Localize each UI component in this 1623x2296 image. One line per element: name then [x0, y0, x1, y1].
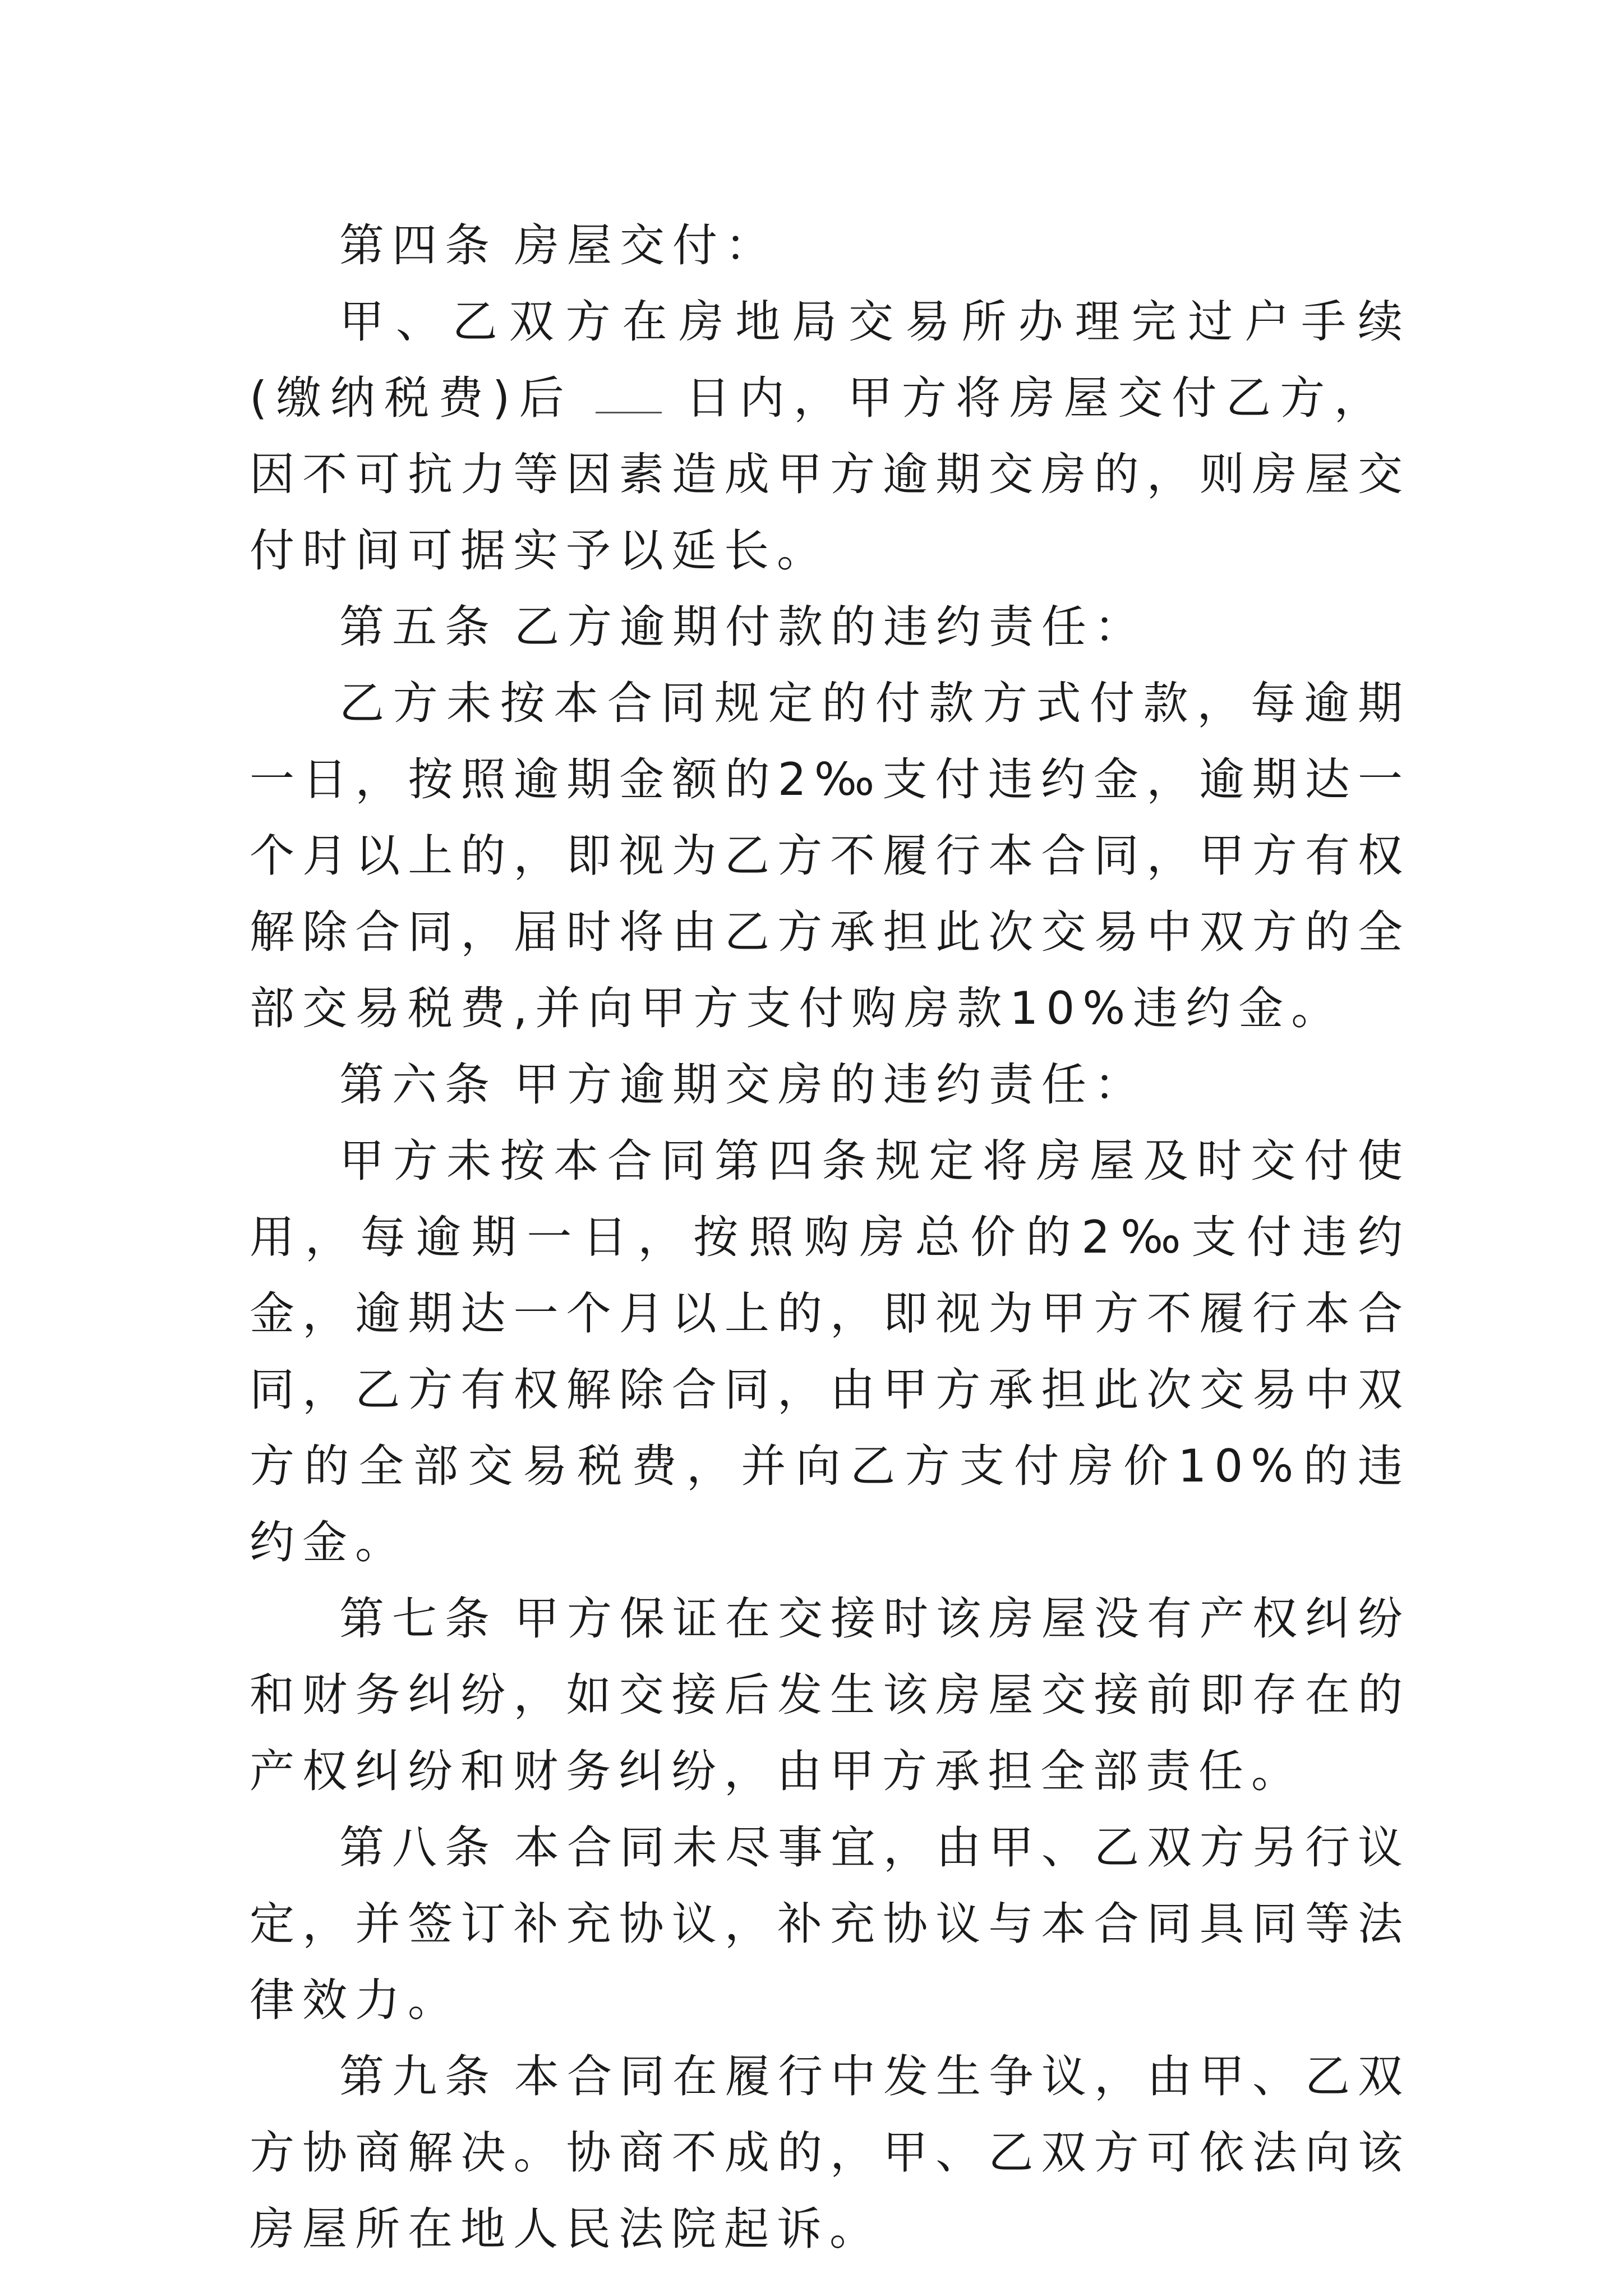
article-8-label: 第八条	[339, 1821, 497, 1874]
article-4-body-part3: 因不可抗力等因素造成甲方逾期交房的，则房屋交付时间可据实予以延长。	[250, 448, 1410, 577]
document-content	[250, 208, 1410, 2267]
article-4-label: 第四条	[339, 219, 497, 272]
article-4-body	[250, 284, 1410, 589]
article-4-heading	[250, 208, 1410, 284]
article-4-body-part1: 甲、乙双方在房地局交易所办理完过户手续(缴纳税费)后	[250, 296, 1410, 424]
article-7-label: 第七条	[339, 1593, 497, 1645]
article-5-body: 乙方未按本合同规定的付款方式付款，每逾期一日，按照逾期金额的2‰支付违约金，逾期达一个月以上的，即视为乙方不履行本合同，甲方有权解除合同，届时将由乙方承担此次交易中双方的全部交易税费,并向甲方支付购房款10%违约金。	[250, 677, 1410, 1034]
article-9-label: 第九条	[339, 2050, 497, 2102]
article-5-title: 乙方逾期付款的违约责任：	[514, 601, 1147, 653]
article-6-body: 甲方未按本合同第四条规定将房屋及时交付使用，每逾期一日，按照购房总价的2‰支付违约金，逾期达一个月以上的，即视为甲方不履行本合同，乙方有权解除合同，由甲方承担此次交易中双方的全部交易税费，并向乙方支付房价10%的违约金。	[250, 1135, 1410, 1568]
article-6-heading	[250, 1047, 1410, 1123]
article-4-title: 房屋交付：	[514, 219, 778, 272]
article-9-text: 本合同在履行中发生争议，由甲、乙双方协商解决。协商不成的，甲、乙双方可依法向该房屋所在地人民法院起诉。	[250, 2050, 1410, 2255]
article-9	[250, 2039, 1410, 2267]
article-7	[250, 1581, 1410, 1810]
article-8	[250, 1810, 1410, 2039]
blank-days-field	[596, 409, 662, 413]
article-4-body-part2: 日内，甲方将房屋交付乙方，	[684, 372, 1389, 424]
article-5-heading	[250, 589, 1410, 665]
article-7-text: 甲方保证在交接时该房屋没有产权纠纷和财务纠纷，如交接后发生该房屋交接前即存在的产权纠纷和财务纠纷，由甲方承担全部责任。	[250, 1593, 1410, 1797]
article-6-title: 甲方逾期交房的违约责任：	[514, 1059, 1147, 1111]
article-8-text: 本合同未尽事宜，由甲、乙双方另行议定，并签订补充协议，补充协议与本合同具同等法律效力。	[250, 1821, 1410, 2026]
article-6-label: 第六条	[339, 1059, 497, 1111]
article-5-label: 第五条	[339, 601, 497, 653]
